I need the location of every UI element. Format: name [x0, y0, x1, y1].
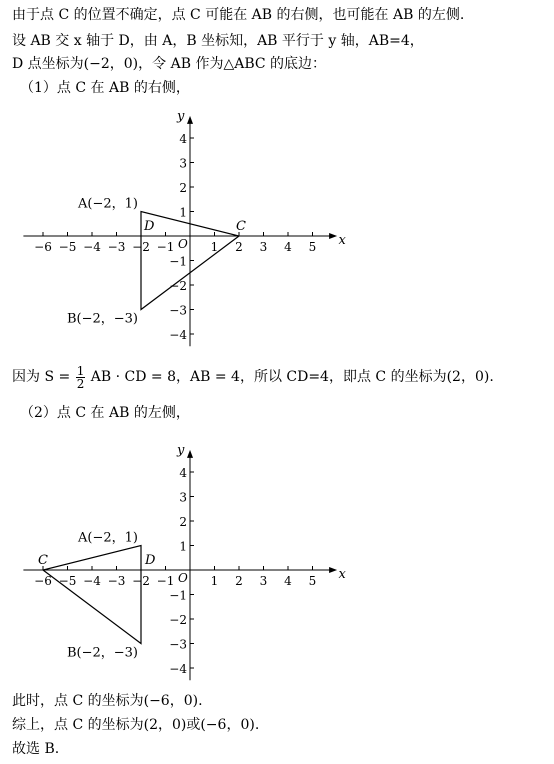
x-tick-label: 1 [210, 240, 219, 254]
y-tick-label: 1 [179, 539, 187, 554]
area-formula-pre: 因为 S = [12, 369, 71, 385]
x-tick-label: 3 [259, 240, 268, 254]
text-line-2: 设 AB 交 x 轴于 D，由 A，B 坐标知，AB 平行于 y 轴，AB=4， [12, 33, 424, 49]
y-axis-label: y [177, 442, 185, 458]
x-tick-label: −4 [83, 574, 101, 588]
y-tick-label: 2 [179, 515, 187, 529]
x-tick-label: 5 [308, 574, 317, 588]
area-formula-post: AB · CD = 8，AB = 4，所以 CD=4，即点 C 的坐标为(2，0). [90, 369, 494, 385]
x-tick-label: 2 [235, 240, 243, 254]
x-tick-label: −5 [58, 240, 77, 254]
y-tick-label: −4 [169, 662, 187, 676]
point-b-label: B(−2，−3) [66, 311, 138, 327]
x-axis-arrow [329, 567, 337, 573]
x-tick-label: −3 [107, 574, 126, 588]
x-axis-label: x [338, 233, 346, 248]
fraction-denominator: 2 [76, 376, 85, 391]
x-tick-label: −2 [132, 240, 150, 254]
x-tick-label: −1 [156, 240, 175, 254]
triangle-abc [43, 546, 141, 644]
summary-line: 综上，点 C 的坐标为(2，0)或(−6，0). [12, 717, 260, 733]
y-tick-label: −3 [169, 303, 187, 318]
origin-label: O [178, 571, 188, 585]
point-b-label: B(−2，−3) [66, 645, 138, 661]
y-tick-label: 3 [179, 156, 187, 171]
origin-label: O [178, 237, 188, 251]
y-tick-label: −1 [169, 254, 187, 269]
y-tick-label: −4 [169, 328, 187, 342]
case-2-result: 此时，点 C 的坐标为(−6，0). [12, 693, 203, 709]
y-tick-label: 3 [179, 490, 187, 505]
graph-case-1 [0, 100, 554, 350]
x-tick-label: 5 [308, 240, 317, 254]
point-c-label: C [38, 553, 48, 568]
x-tick-label: 1 [210, 574, 219, 588]
case-1-heading: （1）点 C 在 AB 的右侧， [20, 80, 190, 96]
y-tick-label: 4 [179, 132, 187, 146]
y-tick-label: 1 [179, 205, 187, 220]
x-tick-label: −3 [107, 240, 126, 254]
answer-line: 故选 B. [12, 741, 60, 757]
x-tick-label: −1 [156, 574, 175, 588]
fraction-numerator: 1 [76, 363, 85, 378]
x-tick-label: 4 [284, 240, 292, 254]
x-tick-label: −5 [58, 574, 77, 588]
y-tick-label: −2 [169, 279, 187, 293]
fraction-half [76, 365, 86, 390]
point-c-label: C [236, 219, 246, 234]
x-axis-label: x [338, 567, 346, 582]
x-tick-label: −6 [34, 240, 52, 254]
point-d-label: D [145, 553, 156, 568]
point-d-label: D [144, 219, 155, 234]
x-tick-label: −2 [132, 574, 150, 588]
point-a-label: A(−2，1) [78, 196, 138, 212]
x-tick-label: 4 [284, 574, 292, 588]
y-axis-arrow [187, 116, 193, 124]
case-2-heading: （2）点 C 在 AB 的左侧， [20, 405, 190, 421]
y-tick-label: −3 [169, 637, 187, 652]
x-tick-label: 2 [235, 574, 243, 588]
text-line-1: 由于点 C 的位置不确定，点 C 可能在 AB 的右侧，也可能在 AB 的左侧. [12, 7, 465, 23]
x-tick-label: −4 [83, 240, 101, 254]
y-axis-label: y [177, 108, 185, 124]
x-tick-label: −6 [34, 574, 52, 588]
x-axis-arrow [329, 233, 337, 239]
y-tick-label: −1 [169, 588, 187, 603]
text-line-3: D 点坐标为(−2，0)，令 AB 作为△ABC 的底边： [12, 56, 327, 72]
point-a-label: A(−2，1) [78, 530, 138, 546]
y-tick-label: 2 [179, 181, 187, 195]
y-tick-label: 4 [179, 466, 187, 480]
x-tick-label: 3 [259, 574, 268, 588]
graph-case-2 [0, 425, 554, 685]
y-tick-label: −2 [169, 613, 187, 627]
y-axis-arrow [187, 450, 193, 458]
area-formula [12, 362, 494, 392]
